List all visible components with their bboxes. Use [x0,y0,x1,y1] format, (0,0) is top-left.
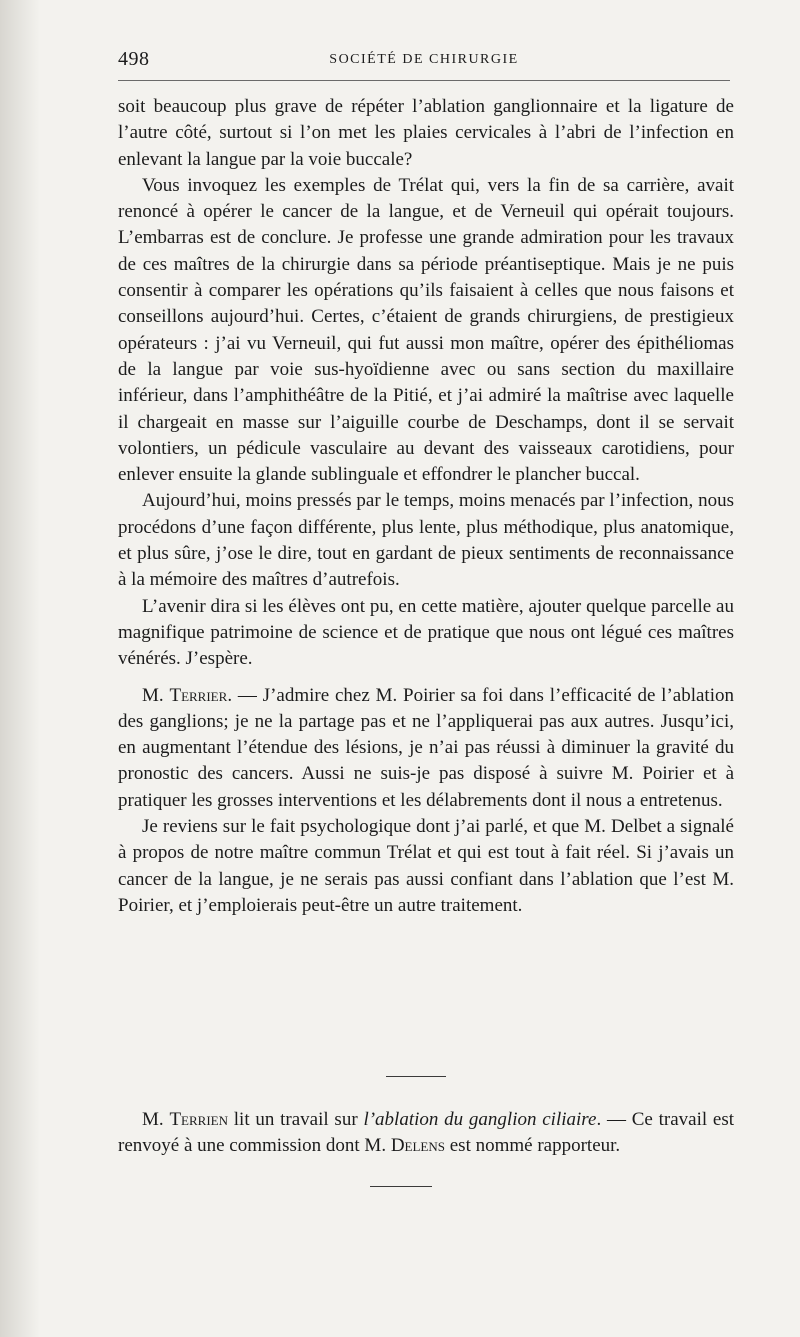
notice-text-end: est nommé rapporteur. [445,1135,621,1157]
header-rule [118,80,730,81]
notice-title: M. [142,1109,164,1130]
notice-italic-subject: l’ablation du ganglion ciliaire [363,1109,597,1130]
page-number: 498 [118,48,150,70]
notice-text-after: . — Ce travail est renvoyé à une commission dont M. [118,1109,735,1157]
end-divider [370,1186,432,1187]
paragraph-trelat-verneuil: Vous invoquez les exemples de Trélat qui, vers la fin de sa carrière, avait renoncé à opérer le cancer de la langue, et de Verneuil qui opérait toujours. L’embarras est de conclure. Je professe une grande admiration pour les travaux de ces maîtres de la chirurgie dans sa période préantiseptique. Mais je ne puis consentir à comparer les opérations qu’ils faisaient à celles que nous faisons et conseillons aujourd’hui. Certes, c’étaient de grands chirurgiens, de prestigieux opérateurs : j’ai vu Verneuil, qui fut aussi mon maître, opérer des épithéliomas de la langue par voie sus-hyoïdienne avec ou sans section du maxillaire inférieur, dans l’amphithéâtre de la Pitié, et j’ai admiré la maîtrise avec laquelle il chargeait en masse sur l’aiguille courbe de Deschamps, dont il se servait volontiers, un pédicule vasculaire au devant des vaisseaux carotidiens, pour enlever ensuite la glande sublinguale et effondrer le plancher buccal. [118,174,734,486]
paragraph-terrier [118,683,734,814]
terrier-text: . — J’admire chez M. Poirier sa foi dans l’efficacité de l’ablation des ganglions; je ne la partage pas et ne l’appliquerai pas aux autres. Jusqu’ici, en augmentant l’étendue des lésions, je n’ai pas réussi à diminuer la gravité du pronostic des cancers. Aussi ne suis-je pas disposé à suivre M. Poirier et à pratiquer les grosses interventions et les délabrements dont il nous a entretenus. [118,684,734,811]
paragraph-notice [118,1107,734,1160]
section-divider [386,1076,446,1077]
paragraph-aujourdhui: Aujourd’hui, moins pressés par le temps, moins menacés par l’infection, nous procédons d’une façon différente, plus lente, plus méthodique, plus anatomique, et plus sûre, j’ose le dire, tout en gardant de pieux sentiments de reconnaissance à la mémoire des maîtres d’autrefois. [118,490,734,591]
notice-text-before: lit un travail sur [227,1109,364,1130]
speaker-title: M. [142,684,164,706]
rapporteur-name: Delens [390,1135,445,1157]
notice-block [118,1107,734,1160]
main-text [118,94,734,919]
paragraph-terrier-second: Je reviens sur le fait psychologique dont j’ai parlé, et que M. Delbet a signalé à propos de notre maître commun Trélat et qui est tout à fait réel. Si j’avais un cancer de la langue, je ne serais pas aussi confiant dans l’ablation que l’est M. Poirier, et j’emploierais peut-être un autre traitement. [118,816,734,916]
page-edge-shadow [0,0,40,1337]
speaker-name-terrier: Terrier [169,684,228,706]
speaker-name-terrien: Terrien [169,1109,228,1130]
paragraph-continuation: soit beaucoup plus grave de répéter l’ablation ganglionnaire et la ligature de l’autre côté, surtout si l’on met les plaies cervicales à l’abri de l’infection en enlevant la langue par la voie buccale? [118,96,734,170]
page-header [118,40,730,80]
running-title: SOCIÉTÉ DE CHIRURGIE [329,52,519,67]
paragraph-avenir: L’avenir dira si les élèves ont pu, en cette matière, ajouter quelque parcelle au magnifique patrimoine de science et de pratique que nous ont légué ces maîtres vénérés. J’espère. [118,595,734,670]
